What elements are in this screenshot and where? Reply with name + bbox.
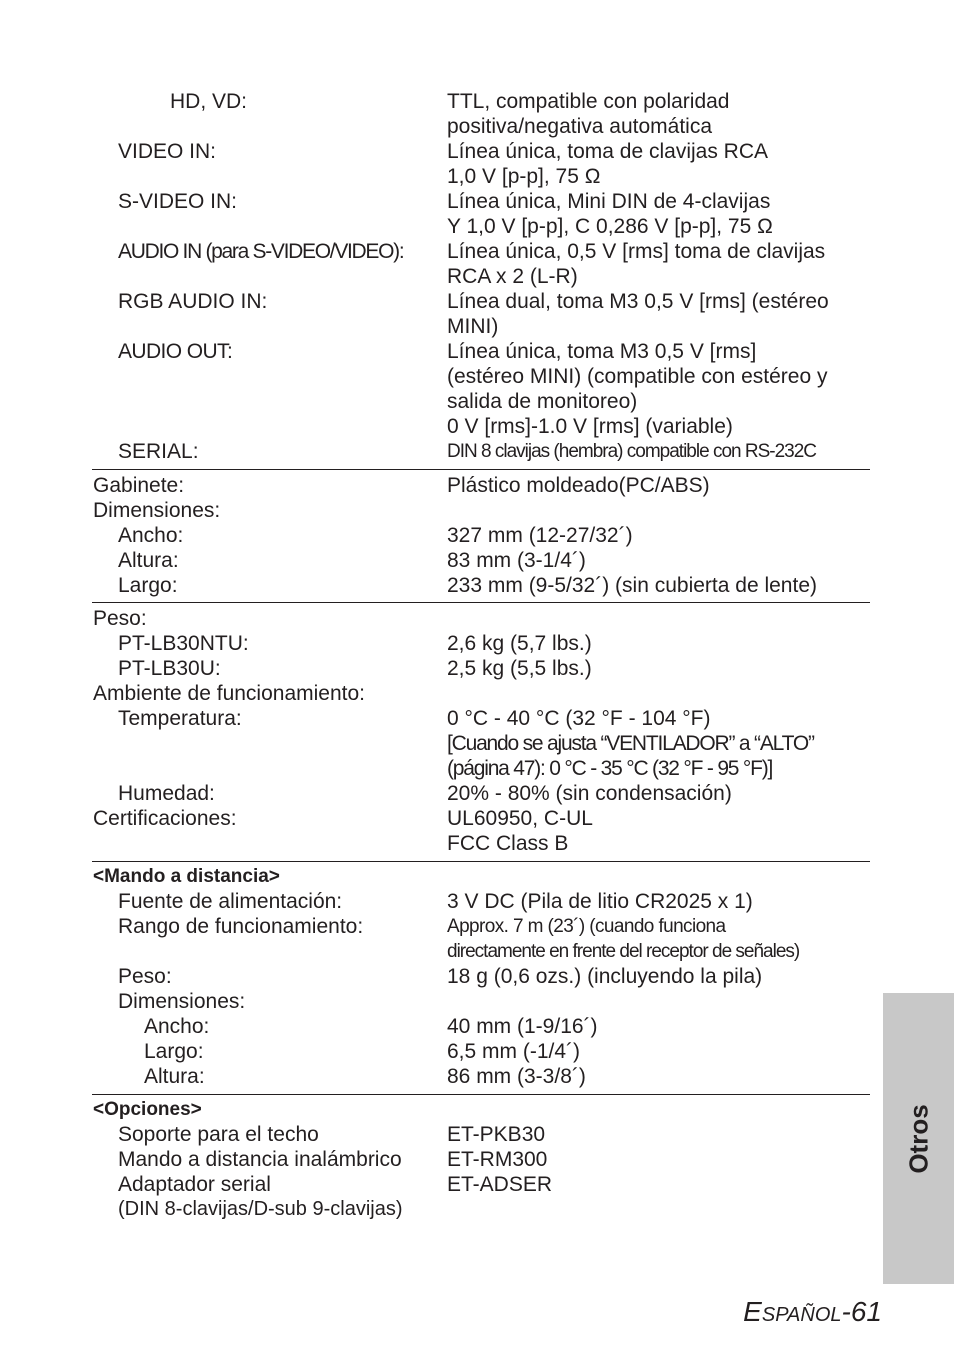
option-value: ET-RM300 [447, 1148, 548, 1171]
spec-label: Rango de funcionamiento: [118, 915, 364, 938]
spec-label: S-VIDEO IN: [118, 190, 238, 213]
section-divider [92, 861, 870, 862]
spec-value: 20% - 80% (sin condensación) [447, 782, 732, 805]
spec-label: SERIAL: [118, 440, 199, 463]
spec-value: 0 V [rms]-1.0 V [rms] (variable) [447, 415, 733, 438]
spec-label: Altura: [118, 549, 179, 572]
spec-value: salida de monitoreo) [447, 390, 638, 413]
option-label: Adaptador serial [118, 1173, 271, 1196]
spec-label: AUDIO IN (para S-VIDEO/VIDEO): [118, 240, 404, 263]
spec-value: Approx. 7 m (23´) (cuando funciona [447, 916, 726, 937]
spec-value: FCC Class B [447, 832, 569, 855]
spec-value: 86 mm (3-3/8´) [447, 1065, 586, 1088]
option-note: (DIN 8-clavijas/D-sub 9-clavijas) [118, 1198, 403, 1220]
spec-value: 3 V DC (Pila de litio CR2025 x 1) [447, 890, 753, 913]
spec-label: Ambiente de funcionamiento: [93, 682, 366, 705]
section-divider [92, 469, 870, 470]
spec-label: VIDEO IN: [118, 140, 217, 163]
spec-value: Y 1,0 V [p-p], C 0,286 V [p-p], 75 Ω [447, 215, 773, 238]
spec-value: RCA x 2 (L-R) [447, 265, 578, 288]
spec-value: 1,0 V [p-p], 75 Ω [447, 165, 601, 188]
spec-value: (estéreo MINI) (compatible con estéreo y [447, 365, 828, 388]
page-number [743, 1296, 882, 1328]
side-tab-label: Otros [903, 1103, 933, 1174]
spec-label: Fuente de alimentación: [118, 890, 343, 913]
spec-value: positiva/negativa automática [447, 115, 712, 138]
option-label: Mando a distancia inalámbrico [118, 1148, 402, 1171]
spec-value: 0 °C - 40 °C (32 °F - 104 °F) [447, 707, 711, 730]
footer-initial: E [743, 1296, 762, 1327]
spec-value: Línea única, toma de clavijas RCA [447, 140, 768, 163]
spec-label: Ancho: [118, 524, 184, 547]
option-value: ET-ADSER [447, 1173, 553, 1196]
spec-label: Ancho: [144, 1015, 210, 1038]
spec-value: UL60950, C-UL [447, 807, 593, 830]
option-value: ET-PKB30 [447, 1123, 546, 1146]
spec-label: Altura: [144, 1065, 205, 1088]
spec-label: Gabinete: [93, 474, 185, 497]
spec-value: MINI) [447, 315, 499, 338]
spec-value: 83 mm (3-1/4´) [447, 549, 586, 572]
spec-value: (página 47): 0 °C - 35 °C (32 °F - 95 °F)] [447, 757, 773, 780]
spec-label: Dimensiones: [118, 990, 246, 1013]
spec-value: 233 mm (9-5/32´) (sin cubierta de lente) [447, 574, 817, 597]
spec-value: DIN 8 clavijas (hembra) compatible con RS-232C [447, 441, 816, 462]
spec-value: Línea única, Mini DIN de 4-clavijas [447, 190, 771, 213]
spec-value: Línea única, toma M3 0,5 V [rms] [447, 340, 757, 363]
spec-label: Largo: [144, 1040, 204, 1063]
spec-value: directamente en frente del receptor de señales) [447, 941, 800, 962]
spec-value: 327 mm (12-27/32´) [447, 524, 633, 547]
spec-label: PT-LB30U: [118, 657, 221, 680]
spec-label: Peso: [93, 607, 147, 630]
spec-label: PT-LB30NTU: [118, 632, 249, 655]
spec-label: HD, VD: [170, 90, 248, 113]
spec-label: AUDIO OUT: [118, 340, 233, 363]
spec-value: Línea dual, toma M3 0,5 V [rms] (estéreo [447, 290, 829, 313]
section-heading: <Opciones> [93, 1099, 202, 1120]
spec-label: Temperatura: [118, 707, 242, 730]
spec-label: RGB AUDIO IN: [118, 290, 268, 313]
spec-value: 6,5 mm (-1/4´) [447, 1040, 581, 1063]
footer-page: -61 [841, 1296, 882, 1327]
spec-value: [Cuando se ajusta “VENTILADOR” a “ALTO” [447, 732, 814, 755]
spec-value: Línea única, 0,5 V [rms] toma de clavijas [447, 240, 826, 263]
section-heading: <Mando a distancia> [93, 866, 280, 887]
spec-value: 40 mm (1-9/16´) [447, 1015, 598, 1038]
spec-label: Certificaciones: [93, 807, 237, 830]
footer-language: SPAÑOL [761, 1304, 842, 1326]
option-label: Soporte para el techo [118, 1123, 319, 1146]
spec-label: Humedad: [118, 782, 215, 805]
spec-value: 2,5 kg (5,5 lbs.) [447, 657, 592, 680]
spec-value: 2,6 kg (5,7 lbs.) [447, 632, 592, 655]
side-tab [883, 993, 954, 1284]
spec-value: Plástico moldeado(PC/ABS) [447, 474, 710, 497]
section-divider [92, 602, 870, 603]
spec-label: Dimensiones: [93, 499, 221, 522]
section-divider [92, 1094, 870, 1095]
spec-label: Largo: [118, 574, 178, 597]
spec-label: Peso: [118, 965, 172, 988]
spec-value: 18 g (0,6 ozs.) (incluyendo la pila) [447, 965, 763, 988]
spec-value: TTL, compatible con polaridad [447, 90, 730, 113]
